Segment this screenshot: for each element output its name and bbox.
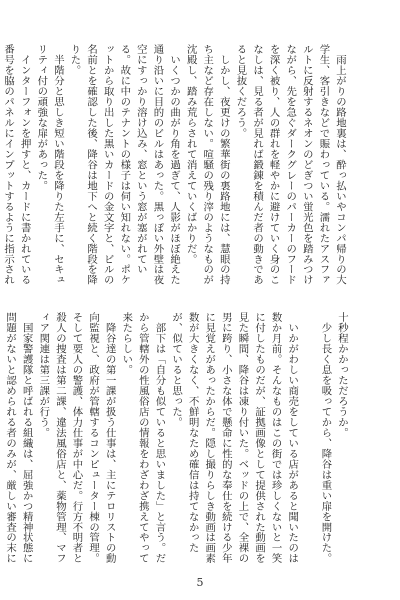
paragraph: 部下は「自分も似ていると思いました」と言う。だから管轄外の性風俗店の情報をわざわざ携えてやって来たらしい。 xyxy=(120,312,166,564)
text-block-top xyxy=(2,44,348,292)
scene-break xyxy=(300,312,317,568)
paragraph: 少し長く息を吸ってから、降谷は重い扉を開けた。 xyxy=(319,312,332,564)
paragraph: インターフォンを押すと、カードに書かれている番号を脇のパネルにインプットするように指示され xyxy=(2,44,31,286)
paragraph: しかし、夜更けの繁華街の裏路地には、慧眼の持ち主など存在しない。喧騒の残り滓のようなものが沈殿し、踏み荒らされて消えていくばかりだ。 xyxy=(184,44,230,286)
page-number: 5 xyxy=(196,576,204,589)
paragraph: 雨上がりの路地裏は、酔っ払いやコンパ帰りの大学生、客引きなどで賑わっている。濡れたアスファルトに反射するネオンのどぎつい蛍光色を踏みつけながら、先を急ぐダークグレーのパーカーのフードを深く被り、人の群れを軽やかに避けていく身のこなしは、見る者が見れば鍛錬を積んだ者の動きであると見抜くだろう。 xyxy=(234,44,346,286)
paragraph: 半階分と思しき短い階段を降りた左手に、セキュリティ付の頑強な扉があった。 xyxy=(35,44,64,286)
paragraph: いかがわしい商売をしている店があると聞いたのは数か月前。そんなものはこの街では珍しくないと一笑に付したものだが、証拠画像として提供された動画を見た瞬間、降谷は凍り付いた。ベッドの上で、全裸の男に跨り、小さな体で懸命に性的な奉仕を続ける少年に見覚えがあったからだ。隠し撮りらしき動画は画素数が大きくなく、不鮮明なため確信は持てなかったが、似ていると思った。 xyxy=(170,312,299,564)
text-block-bottom xyxy=(4,312,350,568)
paragraph: 十秒程かかっただろうか。 xyxy=(336,312,348,438)
paragraph: 国家警護隊と呼ばれる組織は、屈強かつ精神状態に問題がないと認められる者のみが、厳しい審査の末に xyxy=(4,312,33,564)
paragraph: いくつかの曲がり角を過ぎて、人影がほぼ絶えた通り沿いに目的のビルはあった。黒っぽい外壁は夜空にすっかり溶け込み、窓という窓が塞がれている。故に中のテナントの様子は伺い知れない。ポケットから取り出した黒いカードの金文字と、ビルの名前とを確認した後、降谷は地下へと続く階段を降りた。 xyxy=(68,44,181,286)
paragraph: 降谷達の第一課が扱う仕事は、主にテロリストの動向監視と、政府が管轄するコンピューター棟の管理。そして要人の警護、体力仕事が中心だ。行方不明者と殺人の捜査は第二課、違法風俗店と、薬物管理、マフィア関連は第三課が行う。 xyxy=(37,312,116,564)
